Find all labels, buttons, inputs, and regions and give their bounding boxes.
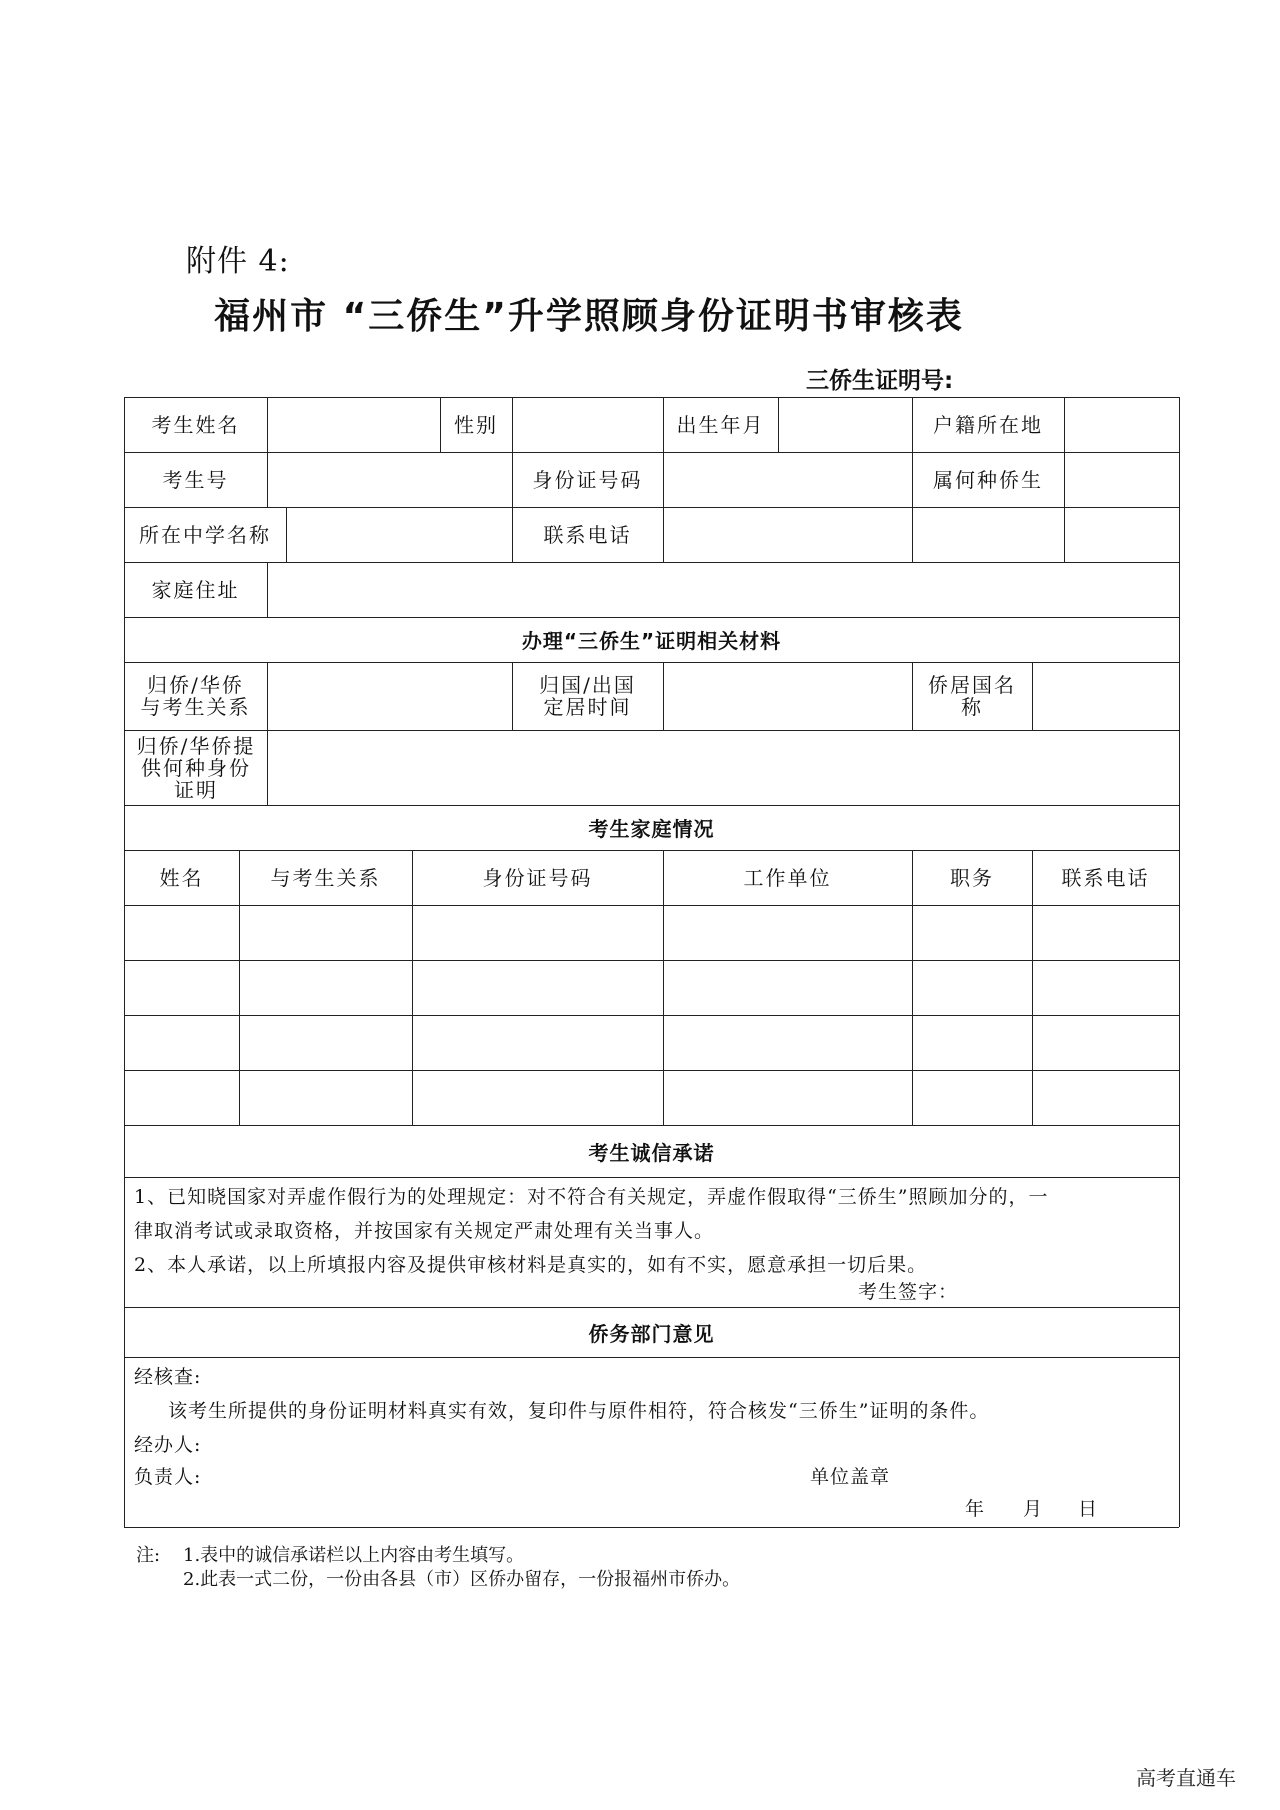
label-school: 所在中学名称 <box>139 522 271 547</box>
pledge-line-3: 2、本人承诺，以上所填报内容及提供审核材料是真实的，如有不实，愿意承担一切后果。 <box>134 1254 928 1276</box>
attachment-label: 附件 4: <box>186 244 290 279</box>
label-return-time: 归国/出国定居时间 <box>539 673 636 719</box>
watermark: 高考直通车 <box>1136 1766 1236 1790</box>
table-row[interactable] <box>124 905 1179 960</box>
family-header-workplace: 工作单位 <box>743 865 832 890</box>
opinion-checked: 经核查: <box>134 1366 202 1388</box>
label-address: 家庭住址 <box>151 577 240 602</box>
label-phone: 联系电话 <box>543 522 632 547</box>
opinion-year: 年 <box>965 1498 986 1520</box>
section-opinion: 侨务部门意见 <box>588 1321 715 1346</box>
table-row[interactable] <box>124 1015 1179 1070</box>
exam-no-field[interactable] <box>267 452 512 507</box>
opinion-responsible: 负责人: <box>134 1466 202 1488</box>
opinion-handler: 经办人: <box>134 1434 202 1456</box>
note-2: 2.此表一式二份，一份由各县（市）区侨办留存，一份报福州市侨办。 <box>183 1569 741 1590</box>
name-field[interactable] <box>267 397 440 452</box>
label-household: 户籍所在地 <box>933 412 1043 437</box>
birth-field[interactable] <box>778 397 912 452</box>
form-title: 福州市 “三侨生”升学照顾身份证明书审核表 <box>214 296 964 337</box>
id-no-field[interactable] <box>663 452 912 507</box>
section-pledge: 考生诚信承诺 <box>588 1140 715 1165</box>
pledge-line-2: 律取消考试或录取资格，并按国家有关规定严肃处理有关当事人。 <box>134 1220 715 1242</box>
notes-prefix: 注: <box>136 1545 161 1566</box>
label-birth: 出生年月 <box>676 412 765 437</box>
opinion-day: 日 <box>1078 1498 1099 1520</box>
relation-field[interactable] <box>267 662 512 730</box>
section-materials: 办理“三侨生”证明相关材料 <box>521 629 782 653</box>
section-family: 考生家庭情况 <box>588 817 715 841</box>
family-header-id: 身份证号码 <box>482 865 593 890</box>
gender-field[interactable] <box>512 397 663 452</box>
phone-field[interactable] <box>663 507 912 562</box>
note-1: 1.表中的诚信承诺栏以上内容由考生填写。 <box>183 1545 525 1566</box>
label-exam-no: 考生号 <box>162 467 229 492</box>
family-header-position: 职务 <box>950 865 994 890</box>
family-header-relation: 与考生关系 <box>270 865 381 890</box>
return-time-field[interactable] <box>663 662 912 730</box>
country-field[interactable] <box>1032 662 1179 730</box>
label-gender: 性别 <box>454 412 498 437</box>
label-proof: 归侨/华侨提供何种身份证明 <box>136 733 256 802</box>
overseas-type-field[interactable] <box>1064 452 1179 507</box>
pledge-line-1: 1、已知晓国家对弄虚作假行为的处理规定：对不符合有关规定，弄虚作假取得“三侨生”照顾加分的，一 <box>134 1186 1049 1208</box>
table-row[interactable] <box>124 1070 1179 1125</box>
label-overseas-type: 属何种侨生 <box>933 467 1043 492</box>
label-relation: 归侨/华侨与考生关系 <box>140 673 251 719</box>
label-id-no: 身份证号码 <box>532 467 643 492</box>
family-header-phone: 联系电话 <box>1061 865 1150 890</box>
table-row[interactable] <box>124 960 1179 1015</box>
label-country: 侨居国名称 <box>928 673 1016 719</box>
cert-number-label: 三侨生证明号: <box>806 368 954 394</box>
household-field[interactable] <box>1064 397 1179 452</box>
opinion-statement: 该考生所提供的身份证明材料真实有效，复印件与原件相符，符合核发“三侨生”证明的条件。 <box>168 1400 990 1422</box>
school-field[interactable] <box>286 507 512 562</box>
label-name: 考生姓名 <box>151 412 240 437</box>
family-header-name: 姓名 <box>159 865 204 890</box>
address-field[interactable] <box>267 562 1179 617</box>
opinion-month: 月 <box>1023 1498 1044 1520</box>
pledge-signature: 考生签字： <box>858 1281 959 1303</box>
proof-field[interactable] <box>267 730 1179 805</box>
opinion-seal: 单位盖章 <box>810 1466 891 1488</box>
